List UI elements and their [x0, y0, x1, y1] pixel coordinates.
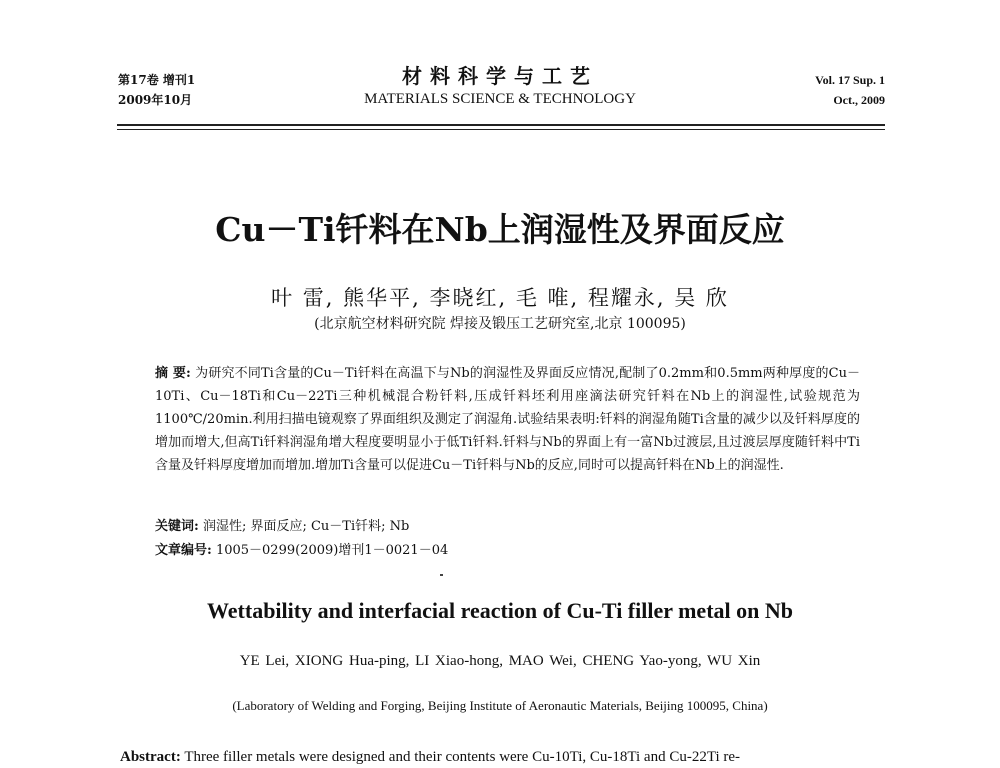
scan-artifact-dot [440, 574, 443, 576]
authors-en: YE Lei, XIONG Hua-ping, LI Xiao-hong, MAO Wei, CHENG Yao-yong, WU Xin [239, 653, 761, 669]
volume-issue: 第17卷 增刊1 [118, 73, 196, 87]
journal-name [300, 62, 700, 108]
affiliation-cn: (北京航空材料研究院 焊接及锻压工艺研究室,北京 100095) [314, 316, 686, 332]
keywords-cn-label: 关键词: [155, 519, 199, 534]
abstract-cn-text: 为研究不同Ti含量的Cu－Ti钎料在高温下与Nb的润湿性及界面反应情况,配制了0.2mm和0.5mm两种厚度的Cu－10Ti、Cu－18Ti和Cu－22Ti三种机械混合粉钎料,压成钎料坯利用座滴法研究钎料在Nb上的润湿性,试验规范为1100℃/20min.利用扫描电镜观察了界面组织及测定了润湿角.试验结果表明:钎料的润湿角随Ti含量的减少以及钎料厚度的增加而增大,但高Ti钎料润湿角增大程度要明显小于低Ti钎料.钎料与Nb的界面上有一富Nb过渡层,且过渡层厚度随钎料中Ti含量及钎料厚度增加而增加.增加Ti含量可以促进Cu－Ti钎料与Nb的反应,同时可以提高钎料在Nb上的润湿性. [155, 366, 860, 473]
header-rule-thick [117, 124, 885, 126]
journal-name-en: MATERIALS SCIENCE & TECHNOLOGY [364, 91, 636, 107]
paper-title-cn: Cu－Ti钎料在Nb上润湿性及界面反应 [215, 210, 785, 249]
article-number-label: 文章编号: [155, 543, 212, 558]
paper-title-en: Wettability and interfacial reaction of Cu-Ti filler metal on Nb [206, 598, 793, 623]
affiliation-en: (Laboratory of Welding and Forging, Beijing Institute of Aeronautic Materials, Beijing 100095, China) [232, 698, 768, 713]
abstract-cn-label: 摘 要: [155, 366, 191, 381]
volume-issue-en: Vol. 17 Sup. 1 [815, 73, 885, 87]
article-number [155, 541, 448, 561]
publication-date: 2009年10月 [118, 93, 193, 107]
keywords-cn-text: 润湿性; 界面反应; Cu－Ti钎料; Nb [202, 519, 410, 534]
header-rule-thin [117, 129, 885, 130]
abstract-en [120, 746, 890, 768]
journal-name-cn: 材料科学与工艺 [402, 64, 598, 88]
keywords-cn [155, 517, 409, 537]
journal-volume-info [118, 70, 195, 110]
article-number-text: 1005－0299(2009)增刊1－0021－04 [215, 543, 449, 558]
abstract-en-label: Abstract: [120, 749, 181, 765]
abstract-cn [155, 362, 860, 477]
journal-volume-info-en [815, 70, 885, 110]
publication-date-en: Oct., 2009 [833, 93, 885, 107]
authors-cn: 叶 雷, 熊华平, 李晓红, 毛 唯, 程耀永, 吴 欣 [271, 286, 729, 310]
abstract-en-text: Three filler metals were designed and their contents were Cu-10Ti, Cu-18Ti and Cu-22Ti re- [184, 749, 741, 765]
